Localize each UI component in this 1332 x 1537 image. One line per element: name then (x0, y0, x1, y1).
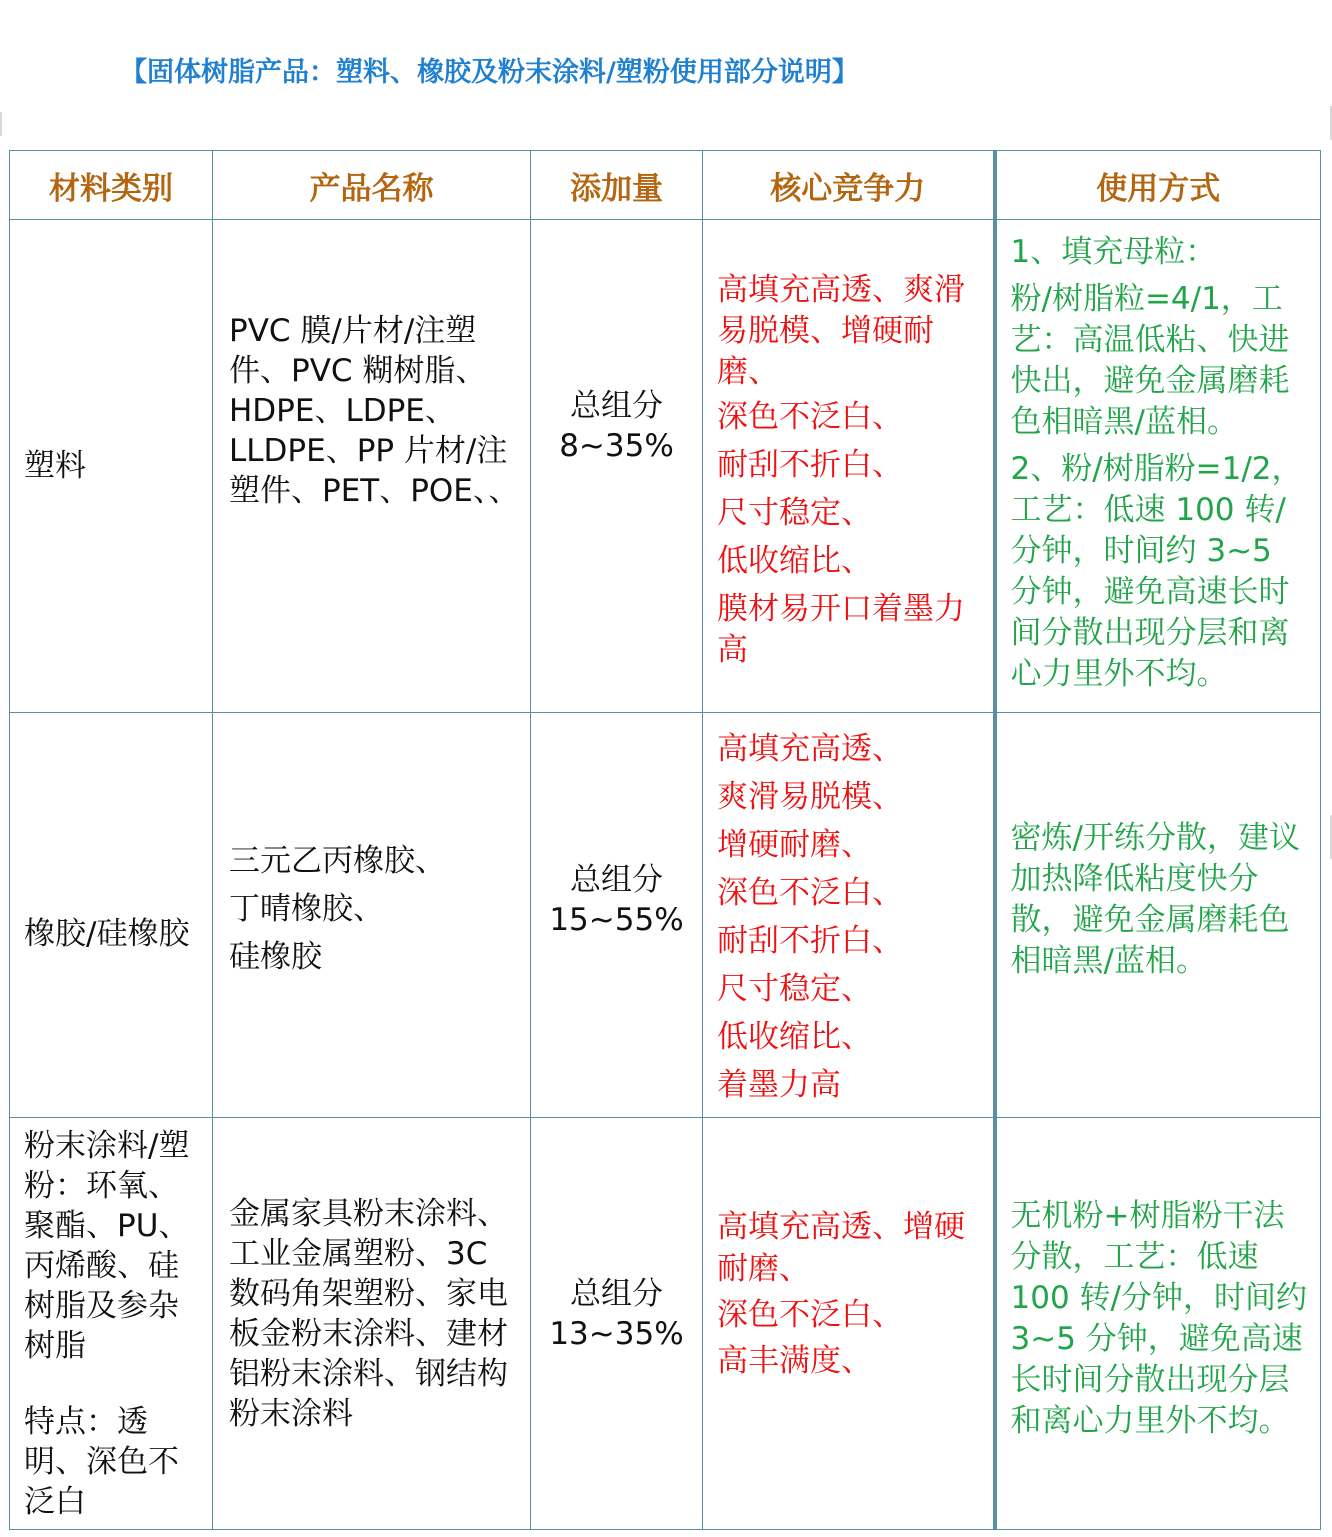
core-item: 爽滑易脱模、 (717, 779, 903, 815)
category-cell (10, 1118, 213, 1530)
header-usage: 使用方式 (995, 151, 1321, 220)
category-text: 塑料 (24, 448, 86, 484)
header-row (10, 151, 1321, 220)
usage-item: 密炼/开练分散，建议加热降低粘度快分散，避免金属磨耗色相暗黑/蓝相。 (1010, 820, 1300, 979)
header-product: 产品名称 (213, 151, 531, 220)
product-cell (213, 713, 531, 1118)
table-row-rubber (10, 713, 1321, 1118)
core-item: 高填充高透、增硬耐磨、 (717, 1209, 965, 1287)
usage-item: 粉/树脂粒=4/1，工艺：高温低粘、快进快出，避免金属磨耗色相暗黑/蓝相。 (1010, 281, 1290, 440)
product-text: 金属家具粉末涂料、工业金属塑粉、3C 数码角架塑粉、家电板金粉末涂料、建材铝粉末涂料、钢结构粉末涂料 (229, 1195, 508, 1432)
category-text: 橡胶/硅橡胶 (24, 916, 190, 952)
product-cell (213, 1118, 531, 1530)
core-item: 尺寸稳定、 (717, 494, 872, 531)
amount-cell (531, 1118, 703, 1530)
product-line: 三元乙丙橡胶、 (229, 843, 446, 879)
amount-value: 15~55% (549, 902, 684, 938)
usage-item: 无机粉+树脂粉干法分散，工艺：低速 100 转/分钟，时间约 3~5 分钟，避免高速长时间分散出现分层和离心力里外不均。 (1010, 1197, 1307, 1439)
table-row-plastic (10, 220, 1321, 713)
header-amount: 添加量 (531, 151, 703, 220)
table-row-powder (10, 1118, 1321, 1530)
category-text: 粉末涂料/塑粉：环氧、聚酯、PU、丙烯酸、硅树脂及参杂树脂 (24, 1127, 190, 1364)
product-cell (213, 220, 531, 713)
amount-label: 总组分 (570, 388, 663, 424)
page-title: 【固体树脂产品：塑料、橡胶及粉末涂料/塑粉使用部分说明】 (120, 57, 859, 88)
category-cell (10, 713, 213, 1118)
core-item: 膜材易开口着墨力高 (717, 590, 965, 668)
core-item: 耐刮不折白、 (717, 923, 903, 959)
header-category: 材料类别 (10, 151, 213, 220)
amount-cell (531, 713, 703, 1118)
usage-cell (995, 220, 1321, 713)
amount-cell (531, 220, 703, 713)
core-item: 深色不泛白、 (717, 875, 903, 911)
product-text: PVC 膜/片材/注塑件、PVC 糊树脂、HDPE、LDPE、LLDPE、PP 片材/注塑件、PET、POE、、 (229, 313, 520, 509)
usage-cell (995, 713, 1321, 1118)
amount-value: 13~35% (549, 1315, 684, 1352)
core-item: 深色不泛白、 (717, 398, 903, 435)
amount-label: 总组分 (570, 862, 663, 898)
product-line: 丁晴橡胶、 (229, 891, 384, 927)
amount-label: 总组分 (570, 1275, 663, 1312)
core-cell (703, 713, 995, 1118)
core-item: 尺寸稳定、 (717, 971, 872, 1007)
product-line: 硅橡胶 (229, 939, 322, 975)
core-item: 耐刮不折白、 (717, 446, 903, 483)
category-gap (24, 1366, 204, 1402)
header-core: 核心竞争力 (703, 151, 995, 220)
left-edge-mark (0, 112, 2, 136)
core-cell (703, 220, 995, 713)
core-item: 着墨力高 (717, 1067, 841, 1103)
core-item: 增硬耐磨、 (717, 827, 872, 863)
category-cell (10, 220, 213, 713)
core-item: 深色不泛白、 (717, 1297, 903, 1333)
core-item: 高填充高透、爽滑易脱模、增硬耐磨、 (717, 271, 965, 390)
core-item: 低收缩比、 (717, 542, 872, 579)
core-item: 高丰满度、 (717, 1343, 872, 1379)
product-table (9, 150, 1321, 1530)
core-cell (703, 1118, 995, 1530)
core-item: 高填充高透、 (717, 731, 903, 767)
usage-cell (995, 1118, 1321, 1530)
usage-item: 2、粉/树脂粉=1/2，工艺：低速 100 转/分钟，时间约 3~5 分钟，避免高速长时间分散出现分层和离心力里外不均。 (1010, 451, 1303, 692)
usage-item: 1、填充母粒： (1010, 234, 1217, 270)
core-item: 低收缩比、 (717, 1019, 872, 1055)
category-feature: 特点：透明、深色不泛白 (24, 1403, 179, 1520)
amount-value: 8~35% (559, 428, 674, 464)
